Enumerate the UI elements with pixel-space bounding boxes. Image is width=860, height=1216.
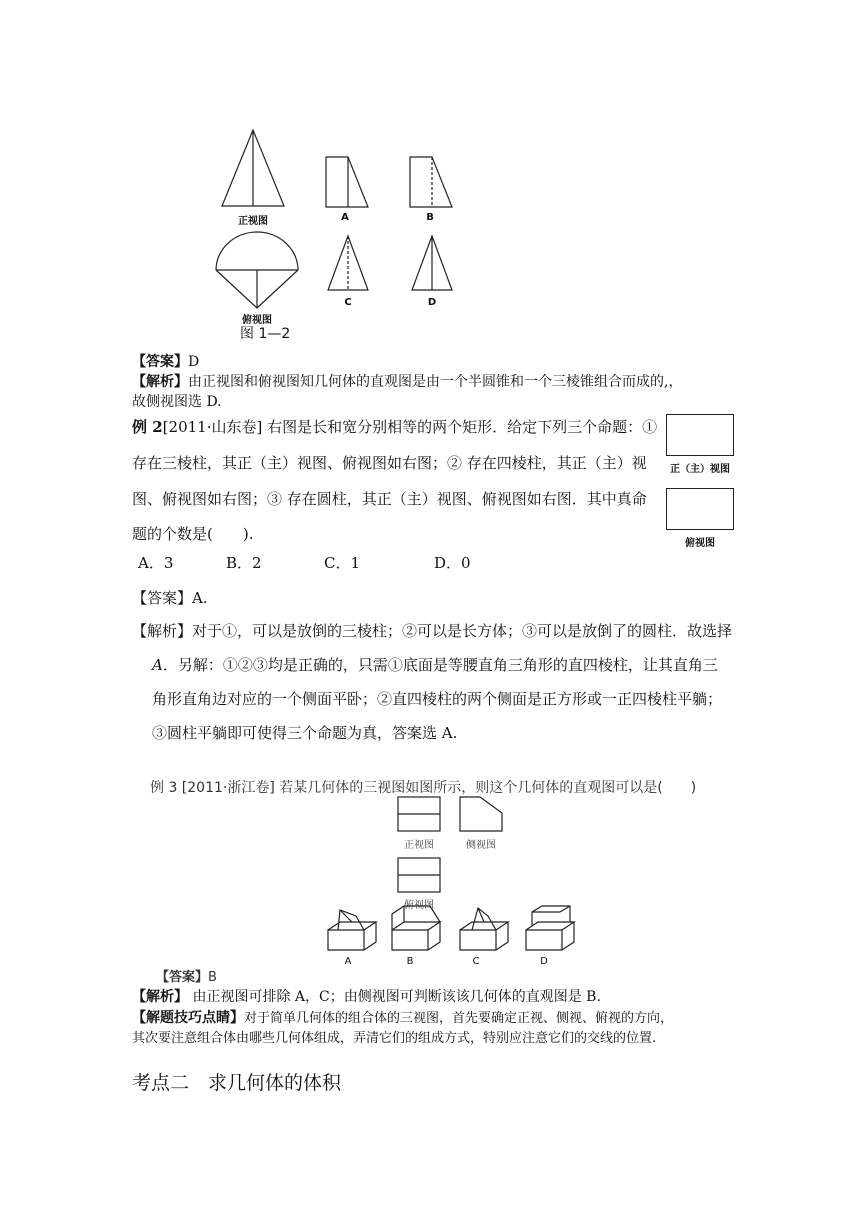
analysis-text: 由正视图和俯视图知几何体的直观图是由一个半圆锥和一个三棱锥组合而成的,， — [188, 374, 683, 390]
ex3-option-a-label: A — [344, 956, 352, 967]
option-b: B．2 — [226, 554, 262, 572]
ex3-title: 例 3 [2011·浙江卷] 若某几何体的三视图如图所示，则这个几何体的直观图可以是( ) — [150, 780, 697, 796]
top-view-figure — [212, 232, 302, 312]
ex3-option-b-figure — [390, 904, 446, 954]
ex3-tip-line2: 其次要注意组合体由哪些几何体组成，弄清它们的组成方式，特别应注意它们的交线的位置. — [132, 1031, 657, 1046]
ex3-side-view — [458, 795, 504, 835]
ex3-option-b-label: B — [406, 956, 414, 967]
ex3-tip-line1 — [132, 1010, 673, 1027]
option-a-figure — [322, 155, 372, 210]
ex2-analysis-line4: ③圆柱平躺即可使得三个命题为真，答案选 A. — [152, 724, 458, 742]
ex3-option-c-label: C — [472, 956, 480, 967]
ex3-option-a-figure — [326, 906, 382, 954]
ex2-figure-top-rect — [666, 488, 734, 530]
ex3-option-d-figure — [524, 904, 580, 954]
ex2-line4: 题的个数是( ). — [132, 525, 254, 543]
ex2-analysis-line1 — [132, 614, 732, 648]
ex3-side-label: 侧视图 — [466, 840, 496, 851]
option-d-figure — [408, 234, 456, 294]
ex2-answer — [132, 581, 208, 615]
answer-value: D — [188, 354, 200, 370]
question-text: 右图是长和宽分别相等的两个矩形．给定下列三个命题：① — [267, 418, 658, 436]
front-view-label: 正视图 — [238, 216, 268, 227]
ex2-analysis-line3: 角形直角边对应的一个侧面平卧；②直四棱柱的两个侧面是正方形或一正四棱柱平躺； — [152, 690, 723, 708]
answer-variable: A — [152, 656, 163, 674]
option-c-figure — [324, 234, 372, 294]
answer-value: B — [208, 970, 217, 985]
analysis-label: 【解析】 — [132, 374, 188, 390]
example-source: [2011·山东卷] — [162, 418, 263, 436]
ex3-front-label: 正视图 — [404, 840, 434, 851]
tip-text: 对于简单几何体的组合体的三视图，首先要确定正视、侧视、俯视的方向， — [244, 1011, 674, 1026]
section-heading: 考点二 求几何体的体积 — [132, 1072, 342, 1094]
ex2-line1 — [132, 410, 657, 444]
answer-label: 【答案】 — [156, 970, 209, 985]
analysis-label: 【解析】 — [132, 622, 193, 640]
ex2-analysis-line2 — [152, 648, 718, 682]
answer-value: A. — [192, 589, 208, 607]
ex3-answer — [156, 966, 217, 985]
ex2-line3: 图、俯视图如右图；③ 存在圆柱，其正（主）视图、俯视图如右图．其中真命 — [132, 490, 647, 508]
example-title: 例 2 — [132, 418, 163, 436]
answer-label: 【答案】 — [132, 589, 193, 607]
option-a: A．3 — [138, 554, 174, 572]
answer-label: 【答案】 — [132, 354, 188, 370]
ex1-analysis-line2: 故侧视图选 D. — [132, 394, 222, 410]
option-c: C．1 — [324, 554, 361, 572]
tip-label: 【解题技巧点睛】 — [132, 1010, 244, 1026]
ex3-top-view — [396, 856, 442, 896]
ex3-option-c-figure — [458, 904, 514, 954]
ex3-option-d-label: D — [540, 956, 548, 967]
ex2-line2: 存在三棱柱，其正（主）视图、俯视图如右图；② 存在四棱柱，其正（主）视 — [132, 454, 647, 472]
top-view-label: 俯视图 — [242, 315, 272, 326]
option-b-figure — [406, 155, 456, 210]
analysis-label: 【解析】 — [132, 989, 188, 1005]
ex2-figure-front-label: 正（主）视图 — [670, 464, 730, 475]
analysis-text: 对于①，可以是放倒的三棱柱；②可以是长方体；③可以是放倒了的圆柱．故选择 — [192, 622, 733, 640]
ex3-front-view — [396, 795, 442, 835]
option-c-label: C — [344, 297, 352, 308]
option-d-label: D — [427, 297, 437, 308]
option-d: D．0 — [434, 554, 471, 572]
ex2-figure-front-rect — [666, 414, 734, 456]
ex3-analysis — [132, 989, 601, 1005]
analysis-text: ．另解：①②③均是正确的，只需①底面是等腰直角三角形的直四棱柱，让其直角三 — [162, 656, 718, 674]
ex3-top-label: 俯视图 — [404, 900, 434, 911]
ex1-answer — [132, 354, 199, 370]
figure-caption: 图 1—2 — [240, 326, 291, 342]
front-view-figure — [218, 128, 288, 208]
option-a-label: A — [341, 212, 349, 223]
analysis-text: 由正视图可排除 A，C；由侧视图可判断该该几何体的直观图是 B. — [188, 989, 601, 1005]
option-b-label: B — [426, 212, 434, 223]
ex2-figure-top-label: 俯视图 — [685, 538, 715, 549]
ex1-analysis — [132, 374, 682, 390]
